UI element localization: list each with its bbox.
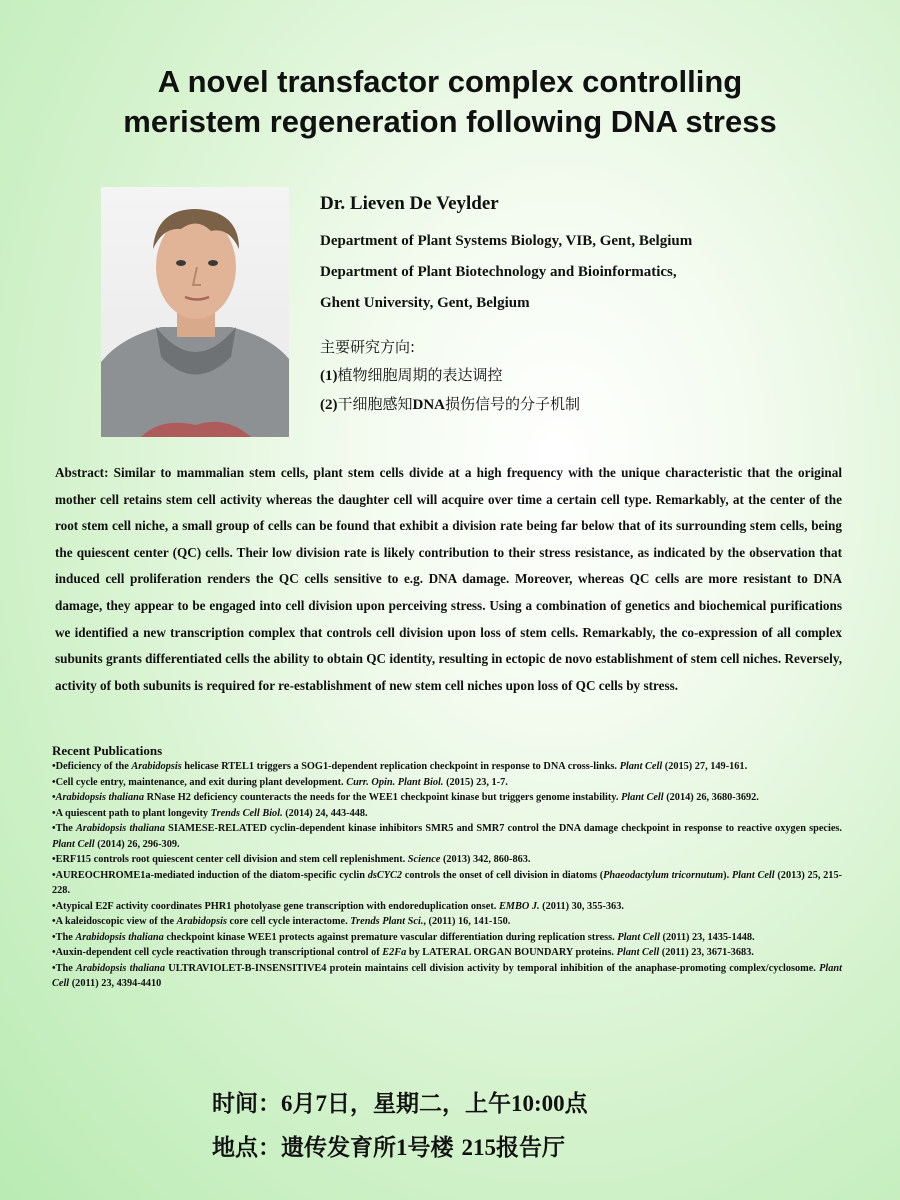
pub-text: •: [52, 792, 56, 803]
time-day-unit: 日，星期二，上午: [327, 1091, 511, 1117]
pub-text: (2015) 27, 149-161.: [662, 761, 748, 772]
pub-journal: Plant Cell: [731, 869, 775, 881]
pub-journal: Plant Cell: [616, 947, 660, 958]
pub-text: •ERF115 controls root quiescent center cell division and stem cell replenishment.: [52, 854, 408, 865]
title-line-1: A novel transfactor complex controlling: [157, 64, 743, 99]
pub-journal: Plant Cell: [619, 761, 663, 772]
pub-text: (2014) 24, 443-448.: [282, 807, 368, 819]
publication-item: [52, 945, 842, 961]
pub-italic: Arabidopsis: [176, 916, 227, 927]
pub-text: •The: [52, 962, 76, 974]
pub-text: , (2011) 16, 141-150.: [423, 916, 511, 927]
publication-item: [52, 790, 842, 806]
event-place: [212, 1126, 588, 1170]
pub-text: •A quiescent path to plant longevity: [52, 807, 211, 819]
place-room: 215: [461, 1135, 497, 1160]
research-item-2: [320, 390, 880, 419]
time-clock-unit: 点: [564, 1091, 588, 1117]
publication-item: [52, 806, 842, 822]
place-building: 1: [396, 1135, 408, 1160]
pub-text: •The: [52, 823, 76, 834]
pub-italic: Arabidopsis thaliana: [75, 823, 165, 834]
pub-text: •AUREOCHROME1a-mediated induction of the diatom-specific cyclin: [52, 869, 368, 881]
pub-text: ).: [723, 869, 732, 881]
research-item-2-text-a: 干细胞感知: [337, 395, 413, 413]
pub-text: helicase RTEL1 triggers a SOG1-dependent replication checkpoint in response to DNA cross-links.: [181, 761, 620, 772]
pub-text: •Auxin-dependent cell cycle reactivation through transcriptional control of: [52, 947, 383, 958]
publication-item: [52, 759, 842, 775]
time-month-unit: 月: [292, 1091, 316, 1117]
research-heading: 主要研究方向:: [320, 338, 416, 356]
pub-text: (2011) 23, 3671-3683.: [659, 947, 754, 958]
research-item-2-number: (2): [320, 397, 338, 413]
time-day: 7: [315, 1091, 327, 1116]
place-room-unit: 报告厅: [496, 1135, 566, 1161]
publication-item: [52, 868, 842, 899]
speaker-info: [320, 190, 880, 419]
pub-text: ULTRAVIOLET-B-INSENSITIVE4 protein maintains cell division activity by temporal inhibition of the anaphase-promoting complex/cyclosome.: [165, 962, 820, 974]
pub-text: core cell cycle interactome.: [226, 916, 351, 927]
pub-journal: Trends Plant Sci.: [350, 916, 424, 927]
publication-item: [52, 852, 842, 868]
pub-text: •A kaleidoscopic view of the: [52, 916, 177, 927]
research-item-2-text-c: 损伤信号的分子机制: [445, 395, 581, 413]
research-item-1-text: 植物细胞周期的表达调控: [337, 366, 503, 384]
place-building-unit: 号楼: [407, 1135, 462, 1161]
time-clock: 10:00: [511, 1091, 565, 1116]
publication-item: [52, 914, 842, 930]
pub-text: checkpoint kinase WEE1 protects against premature vascular differentiation during replication stress.: [163, 931, 618, 943]
publication-item: [52, 775, 842, 791]
time-month: 6: [281, 1091, 293, 1116]
research-item-2-text-b: DNA: [412, 397, 446, 413]
pub-text: (2014) 26, 296-309.: [94, 838, 180, 850]
pub-italic: E2Fa: [382, 947, 407, 958]
poster-title: [0, 62, 900, 142]
publication-item: [52, 930, 842, 946]
publication-item: [52, 821, 842, 852]
pub-text: •Deficiency of the: [52, 761, 132, 772]
affiliation-line-2: Department of Plant Biotechnology and Bioinformatics,: [320, 264, 677, 280]
pub-italic: Arabidopsis thaliana: [75, 931, 164, 943]
pub-italic: Arabidopsis thaliana: [55, 792, 145, 803]
pub-journal: Trends Cell Biol.: [210, 807, 283, 819]
pub-text: •The: [52, 931, 76, 943]
pub-journal: Curr. Opin. Plant Biol.: [346, 776, 444, 788]
place-label: 地点：遗传发育所: [212, 1135, 396, 1161]
affiliation-line-3: Ghent University, Gent, Belgium: [320, 295, 530, 311]
event-time: [212, 1082, 588, 1126]
pub-text: (2013) 342, 860-863.: [440, 854, 531, 865]
speaker-portrait-icon: [101, 187, 289, 437]
publication-item: [52, 899, 842, 915]
pub-text: (2011) 30, 355-363.: [539, 900, 624, 912]
pub-journal: Science: [407, 854, 441, 865]
affiliation-line-1: Department of Plant Systems Biology, VIB, Gent, Belgium: [320, 233, 693, 249]
pub-italic: Arabidopsis: [131, 761, 182, 772]
recent-publications: [52, 743, 842, 992]
pub-text: by LATERAL ORGAN BOUNDARY proteins.: [406, 947, 617, 958]
speaker-photo: [101, 187, 289, 437]
event-details: [212, 1082, 588, 1170]
pub-journal: EMBO J.: [498, 900, 540, 912]
pub-text: (2011) 23, 4394-4410: [69, 978, 162, 989]
pub-italic: Phaeodactylum tricornutum: [603, 869, 724, 881]
pub-text: •Cell cycle entry, maintenance, and exit during plant development.: [52, 776, 347, 788]
pub-text: SIAMESE-RELATED cyclin-dependent kinase inhibitors SMR5 and SMR7 control the DNA damage checkpoint in response to reactive oxygen species.: [164, 823, 842, 834]
pub-text: RNase H2 deficiency counteracts the needs for the WEE1 checkpoint kinase but triggers genome instability.: [144, 792, 622, 803]
speaker-name: Dr. Lieven De Veylder: [320, 193, 499, 214]
research-item-1-number: (1): [320, 368, 338, 384]
pub-journal: Plant Cell: [52, 962, 842, 989]
pub-journal: Plant Cell: [52, 838, 95, 850]
pub-journal: Plant Cell: [617, 931, 660, 943]
title-line-2: meristem regeneration following DNA stress: [123, 104, 777, 139]
pub-text: (2013) 25, 215-228.: [52, 869, 843, 896]
pub-text: controls the onset of cell division in diatoms (: [402, 869, 604, 881]
pub-text: (2015) 23, 1-7.: [443, 776, 508, 788]
time-label: 时间：: [212, 1091, 281, 1117]
pub-text: •Atypical E2F activity coordinates PHR1 photolyase gene transcription with endoreduplication onset.: [52, 900, 499, 912]
abstract-text: Abstract: Similar to mammalian stem cells, plant stem cells divide at a high frequency with the unique characteristic that the original mother cell retains stem cell activity whereas the daughter cell will acquire over time a certain cell type. Remarkably, at the center of the root stem cell niche, a small group of cells can be found that exhibit a division rate being far below that of its surrounding stem cells, being the quiescent center (QC) cells. Their low division rate is likely contribution to their stress resistance, as indicated by the observation that induced cell proliferation renders the QC cells sensitive to e.g. DNA damage. Moreover, whereas QC cells are more resistant to DNA damage, they appear to be engaged into cell division upon perceiving stress. Using a combination of genetics and biochemical purifications we identified a new transcription complex that controls cell division upon loss of stem cells. Remarkably, the co-expression of all complex subunits grants differentiated cells the ability to obtain QC identity, resulting in ectopic de novo establishment of stem cell niches. Reversely, activity of both subunits is required for re-establishment of new stem cell niches upon loss of QC cells by stress.: [55, 465, 842, 693]
pub-italic: dsCYC2: [367, 869, 403, 881]
pub-journal: Plant Cell: [621, 792, 664, 803]
publication-item: [52, 961, 842, 992]
publications-heading: Recent Publications: [52, 743, 163, 758]
pub-italic: Arabidopsis thaliana: [76, 962, 166, 974]
pub-text: (2011) 23, 1435-1448.: [659, 931, 755, 943]
research-item-1: [320, 361, 880, 390]
pub-text: (2014) 26, 3680-3692.: [663, 792, 759, 803]
